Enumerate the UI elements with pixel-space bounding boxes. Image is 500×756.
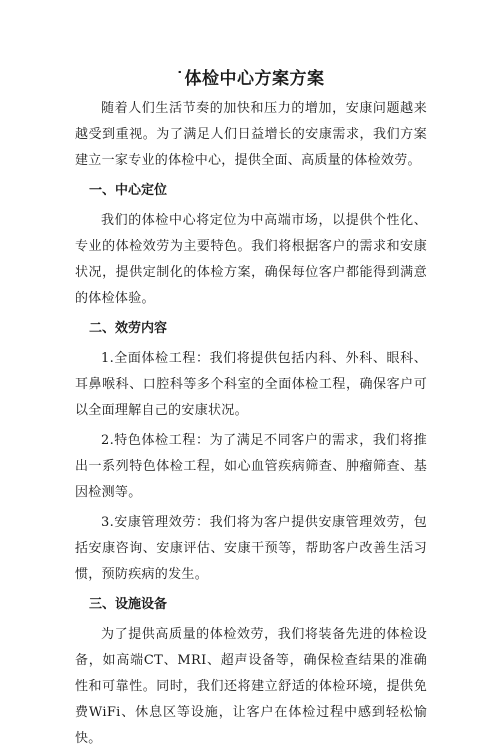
section-heading-positioning: 一、中心定位: [89, 183, 168, 198]
intro-paragraph: 随着人们生活节奏的加快和压力的增加，安康问题越来越受到重视。为了满足人们日益增长的安康需求，我们方案建立一家专业的体检中心，提供全面、高质量的体检效劳。: [75, 101, 427, 168]
positioning-paragraph: 我们的体检中心将定位为中高端市场，以提供个性化、专业的体检效劳为主要特色。我们将根据客户的需求和安康状况，提供定制化的体检方案，确保每位客户都能得到满意的体检体验。: [75, 213, 427, 306]
service-item-management: 3.安康管理效劳：我们将为客户提供安康管理效劳，包括安康咨询、安康评估、安康干预等，帮助客户改善生活习惯，预防疾病的发生。: [75, 515, 427, 582]
page-title: ˙体检中心方案方案: [175, 69, 325, 89]
section-heading-facilities: 三、设施设备: [89, 597, 168, 612]
facilities-paragraph: 为了提供高质量的体检效劳，我们将装备先进的体检设备，如高端CT、MRI、超声设备等，确保检查结果的准确性和可靠性。同时，我们还将建立舒适的体检环境，提供免费WiFi、休息区等设施，让客户在体检过程中感到轻松愉快。: [75, 627, 427, 746]
document-body: [75, 96, 427, 756]
service-item-comprehensive: 1.全面体检工程：我们将提供包括内科、外科、眼科、耳鼻喉科、口腔科等多个科室的全面体检工程，确保客户可以全面理解自己的安康状况。: [75, 351, 427, 418]
section-heading-services: 二、效劳内容: [89, 321, 168, 336]
service-item-special: 2.特色体检工程：为了满足不同客户的需求，我们将推出一系列特色体检工程，如心血管疾病筛查、肿瘤筛查、基因检测等。: [75, 433, 427, 500]
